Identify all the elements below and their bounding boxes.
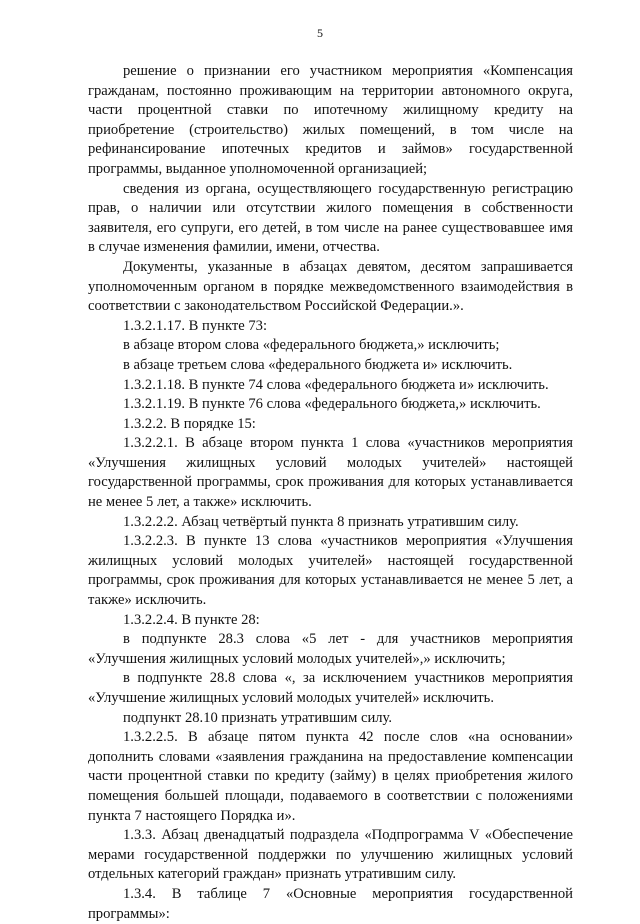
paragraph-17: 1.3.2.2.5. В абзаце пятом пункта 42 после слов «на основании» дополнить словами «заявления гражданина на предоставление компенсации части процентной ставки по кредиту (займу) в целях приобретения жилого помещения большей площади, подаваемого в соответствии с положениями пункта 7 настоящего Порядка и». [88,729,573,824]
paragraph-5: в абзаце втором слова «федерального бюджета,» исключить; [123,337,500,354]
paragraph-4: 1.3.2.1.17. В пункте 73: [123,317,268,334]
paragraph-16: подпункт 28.10 признать утратившим силу. [123,709,393,726]
page-number: 5 [317,26,323,40]
paragraph-10: 1.3.2.2.1. В абзаце втором пункта 1 слова «участников мероприятия «Улучшения жилищных условий молодых учителей» настоящей государственной программы, срок проживания для которых устанавливается не менее 5 лет, а также» исключить. [88,435,573,511]
paragraph-14: в подпункте 28.3 слова «5 лет - для участников мероприятия «Улучшения жилищных условий молодых учителей»,» исключить; [88,631,573,667]
paragraph-2: сведения из органа, осуществляющего государственную регистрацию прав, о наличии или отсутствии жилого помещения в собственности заявителя, его супруги, его детей, в том числе на ранее существовавшее имя в случае изменения фамилии, имени, отчества. [88,180,573,256]
paragraph-19: 1.3.4. В таблице 7 «Основные мероприятия государственной программы»: [88,885,573,922]
paragraph-13: 1.3.2.2.4. В пункте 28: [123,611,260,628]
document-body [88,62,573,924]
paragraph-3: Документы, указанные в абзацах девятом, десятом запрашивается уполномоченным органом в порядке межведомственного взаимодействия в соответствии с законодательством Российской Федерации.». [88,258,573,315]
paragraph-7: 1.3.2.1.18. В пункте 74 слова «федерального бюджета и» исключить. [123,376,549,393]
paragraph-12: 1.3.2.2.3. В пункте 13 слова «участников мероприятия «Улучшения жилищных условий молодых учителей» настоящей государственной программы, срок проживания для которых устанавливается не менее 5 лет, а также» исключить. [88,533,573,609]
paragraph-8: 1.3.2.1.19. В пункте 76 слова «федерального бюджета,» исключить. [123,396,541,413]
paragraph-9: 1.3.2.2. В порядке 15: [123,415,256,432]
paragraph-11: 1.3.2.2.2. Абзац четвёртый пункта 8 признать утратившим силу. [123,513,519,530]
paragraph-15: в подпункте 28.8 слова «, за исключением участников мероприятия «Улучшение жилищных условий молодых учителей» исключить. [88,670,573,706]
paragraph-6: в абзаце третьем слова «федерального бюджета и» исключить. [123,356,513,373]
paragraph-18: 1.3.3. Абзац двенадцатый подраздела «Подпрограмма V «Обеспечение мерами государственной поддержки по улучшению жилищных условий отдельных категорий граждан» признать утратившим силу. [88,827,573,883]
paragraph-1: решение о признании его участником мероприятия «Компенсация гражданам, постоянно проживающим на территории автономного округа, части процентной ставки по ипотечному жилищному кредиту на приобретение (строительство) жилых помещений, в том числе на рефинансирование ипотечных кредитов и займов» государственной программы, выданное уполномоченной организацией; [88,63,573,177]
